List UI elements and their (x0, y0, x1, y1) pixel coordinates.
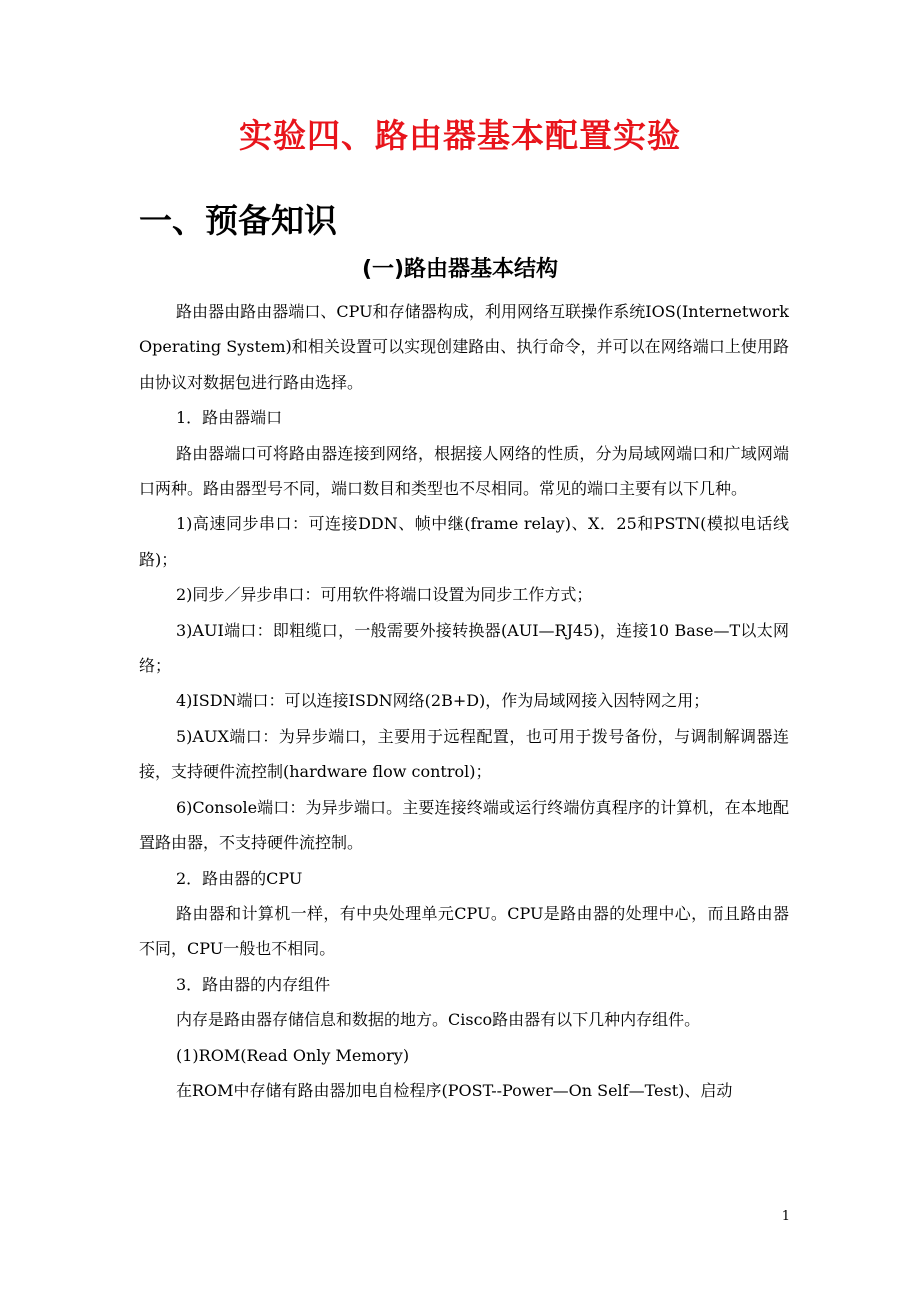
list-item: 4)ISDN端口：可以连接ISDN网络(2B+D)，作为局域网接入因特网之用； (176, 691, 710, 711)
body-text (139, 294, 789, 1108)
subsection-heading: (一)路由器基本结构 (361, 257, 559, 282)
paragraph: 内存是路由器存储信息和数据的地方。Cisco路由器有以下几种内存组件。 (176, 1010, 701, 1030)
list-item: 1)高速同步串口：可连接DDN、帧中继(frame relay)、X．25和PSTN(模拟电话线路)； (139, 514, 789, 569)
list-item: 5)AUX端口：为异步端口，主要用于远程配置，也可用于拨号备份，与调制解调器连接，支持硬件流控制(hardware flow control)； (139, 726, 789, 782)
page-number: 1 (781, 1209, 790, 1224)
list-item: (1)ROM(Read Only Memory) (176, 1045, 410, 1065)
paragraph: 路由器和计算机一样，有中央处理单元CPU。CPU是路由器的处理中心，而且路由器不同，CPU一般也不相同。 (139, 903, 789, 959)
list-item: 3)AUI端口：即粗缆口，一般需要外接转换器(AUI—RJ45)，连接10 Base—T以太网络； (139, 620, 789, 676)
paragraph: 路由器端口可将路由器连接到网络，根据接人网络的性质，分为局域网端口和广域网端口两种。路由器型号不同，端口数目和类型也不尽相同。常见的端口主要有以下几种。 (139, 443, 789, 499)
list-item: 2)同步／异步串口：可用软件将端口设置为同步工作方式； (176, 585, 593, 605)
paragraph: 路由器由路由器端口、CPU和存储器构成，利用网络互联操作系统IOS(Internetwork Operating System)和相关设置可以实现创建路由、执行命令，并可以在网络端口上使用路由协议对数据包进行路由选择。 (139, 302, 789, 392)
list-item: 6)Console端口：为异步端口。主要连接终端或运行终端仿真程序的计算机，在本地配置路由器，不支持硬件流控制。 (139, 797, 789, 853)
section-heading: 一、预备知识 (139, 201, 337, 240)
numbered-heading: 1．路由器端口 (176, 408, 283, 428)
paragraph: 在ROM中存储有路由器加电自检程序(POST--Power—On Self—Test)、启动 (176, 1080, 733, 1100)
document-title: 实验四、路由器基本配置实验 (239, 116, 681, 155)
numbered-heading: 2．路由器的CPU (176, 868, 303, 888)
numbered-heading: 3．路由器的内存组件 (176, 974, 331, 994)
